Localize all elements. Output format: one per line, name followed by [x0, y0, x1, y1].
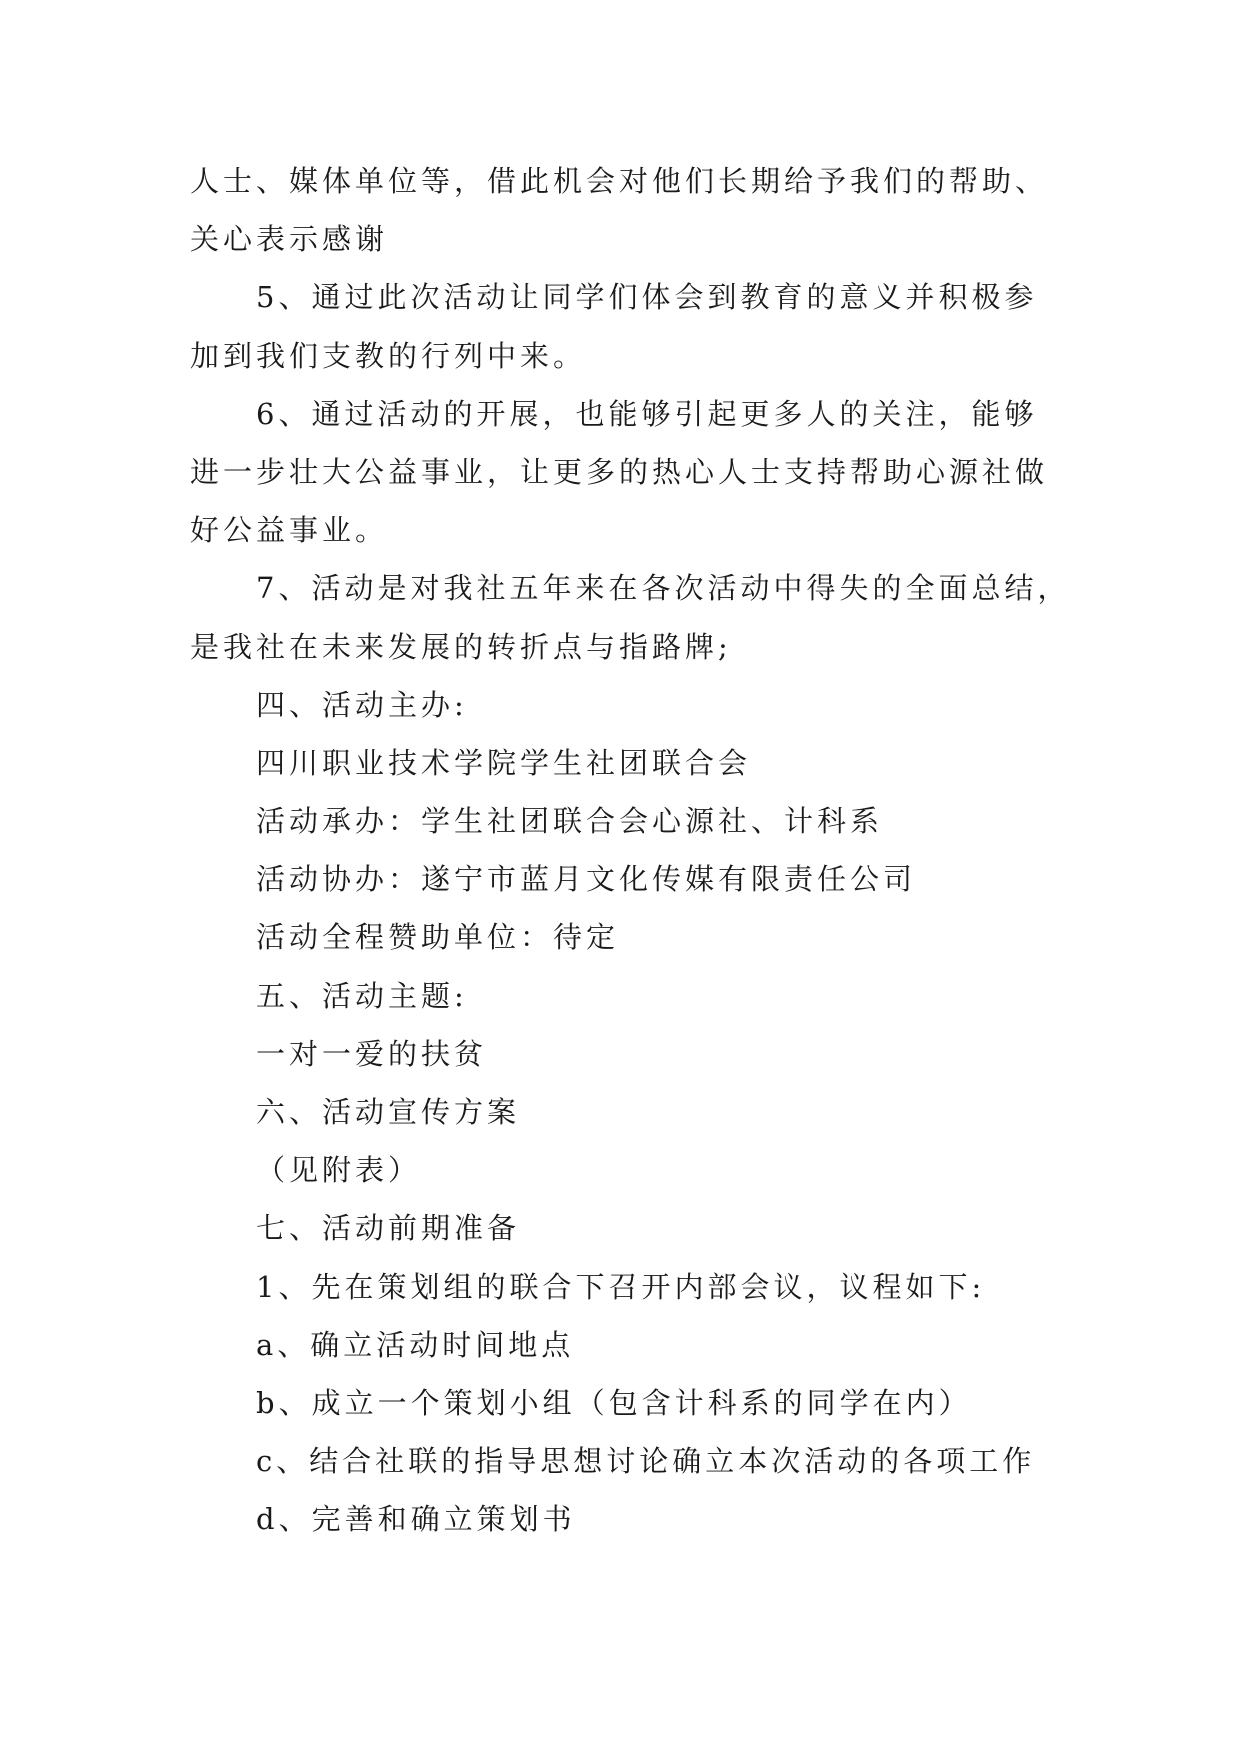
text-line: 1、先在策划组的联合下召开内部会议，议程如下: [256, 1269, 986, 1304]
text-line: 六、活动宣传方案 [256, 1095, 521, 1129]
text-line: 七、活动前期准备 [256, 1211, 521, 1246]
text-line: 进一步壮大公益事业，让更多的热心人士支持帮助心源社做 [190, 454, 1049, 489]
text-line: 7、活动是对我社五年来在各次活动中得失的全面总结， [256, 571, 1071, 606]
text-line: b、成立一个策划小组（包含计科系的同学在内） [256, 1385, 972, 1420]
text-line: 好公益事业。 [190, 513, 389, 548]
text-line: 人士、媒体单位等，借此机会对他们长期给予我们的帮助、 [190, 164, 1049, 198]
text-line: a、确立活动时间地点 [256, 1327, 575, 1362]
text-line: 五、活动主题: [256, 978, 468, 1013]
text-line: 四川职业技术学院学生社团联合会 [256, 745, 752, 780]
text-line: 活动承办：学生社团联合会心源社、计科系 [256, 804, 884, 839]
document-body [190, 152, 1070, 1549]
text-line: 关心表示感谢 [190, 222, 389, 257]
text-line: 活动协办：遂宁市蓝月文化传媒有限责任公司 [256, 862, 917, 897]
text-line: （见附表） [256, 1153, 422, 1188]
text-line: 活动全程赞助单位：待定 [256, 920, 620, 955]
text-line: d、完善和确立策划书 [256, 1502, 576, 1537]
text-line: 四、活动主办: [256, 687, 468, 722]
text-line: 5、通过此次活动让同学们体会到教育的意义并积极参 [256, 280, 1038, 315]
text-line: 是我社在未来发展的转折点与指路牌; [190, 629, 732, 664]
text-line: c、结合社联的指导思想讨论确立本次活动的各项工作 [256, 1444, 1036, 1479]
text-line: 6、通过活动的开展，也能够引起更多人的关注，能够 [256, 396, 1038, 431]
text-line: 加到我们支教的行列中来。 [190, 338, 587, 373]
text-line: 一对一爱的扶贫 [256, 1036, 488, 1071]
